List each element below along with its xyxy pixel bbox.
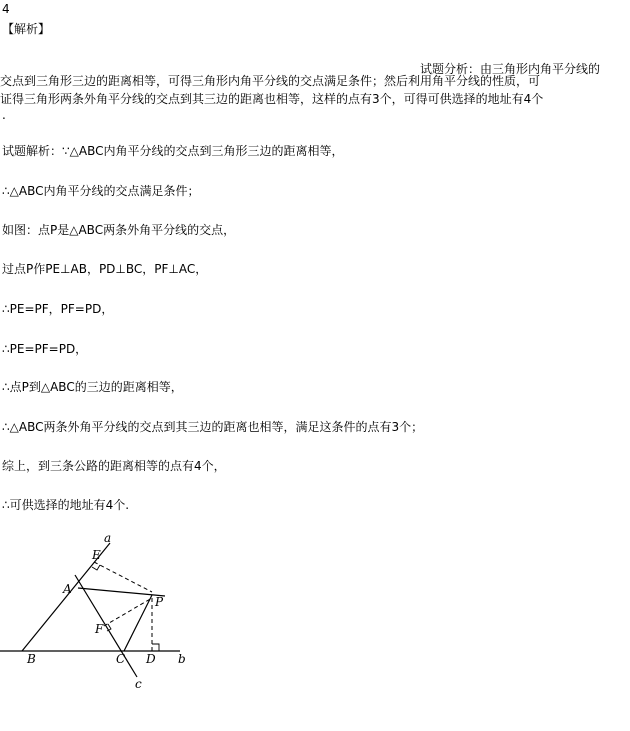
answer-number: 4 bbox=[2, 2, 10, 16]
label-D: D bbox=[146, 652, 156, 666]
step-line-2: ∴△ABC内角平分线的交点满足条件； bbox=[2, 184, 200, 198]
step-line-9: 综上，到三条公路的距离相等的点有4个， bbox=[2, 459, 226, 473]
label-P: P bbox=[155, 595, 164, 609]
step-line-5: ∴PE=PF，PF=PD， bbox=[2, 302, 114, 316]
step-line-8: ∴△ABC两条外角平分线的交点到其三边的距离也相等，满足这条件的点有3个； bbox=[2, 420, 424, 434]
step-line-1: 试题解析：∵△ABC内角平分线的交点到三角形三边的距离相等， bbox=[2, 144, 344, 158]
right-angle-d bbox=[152, 644, 159, 651]
label-F: F bbox=[95, 622, 104, 636]
segment-cp bbox=[124, 595, 152, 651]
label-c: c bbox=[135, 677, 142, 691]
intro-line-3: . bbox=[2, 108, 6, 122]
intro-line-2: 证得三角形两条外角平分线的交点到其三边的距离也相等，这样的点有3个，可得可供选择的地址有4个 bbox=[0, 92, 544, 106]
label-E: E bbox=[92, 548, 101, 562]
right-angle-e bbox=[92, 565, 100, 570]
step-line-3: 如图：点P是△ABC两条外角平分线的交点， bbox=[2, 223, 236, 237]
step-line-6: ∴PE=PF=PD， bbox=[2, 342, 88, 356]
label-C: C bbox=[116, 652, 126, 666]
perp-pf bbox=[104, 598, 152, 626]
step-line-7: ∴点P到△ABC的三边的距离相等， bbox=[2, 380, 183, 394]
label-A: A bbox=[63, 582, 72, 596]
label-b: b bbox=[178, 652, 186, 666]
step-line-4: 过点P作PE⊥AB，PD⊥BC，PF⊥AC， bbox=[2, 262, 208, 276]
intro-start: 试题分析：由三角形内角平分线的 bbox=[420, 62, 601, 76]
geometry-figure bbox=[0, 530, 200, 695]
perp-pe bbox=[94, 562, 152, 592]
label-a: a bbox=[104, 531, 112, 545]
analysis-header: 【解析】 bbox=[2, 22, 51, 36]
step-line-10: ∴可供选择的地址有4个. bbox=[2, 498, 130, 512]
label-B: B bbox=[27, 652, 36, 666]
intro-line-1: 交点到三角形三边的距离相等，可得三角形内角平分线的交点满足条件；然后利用角平分线的性质，可 bbox=[0, 74, 541, 88]
